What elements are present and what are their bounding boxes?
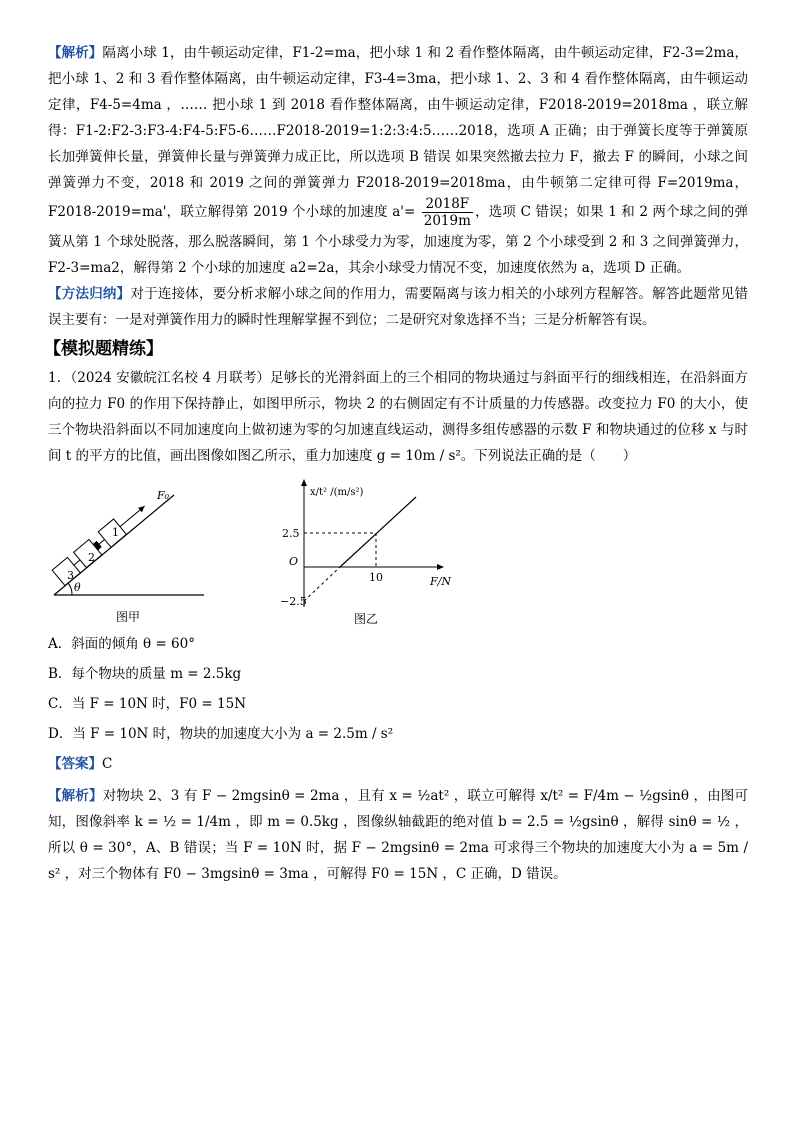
acceleration-fraction [422,196,473,229]
block-2-label: 2 [88,551,95,564]
answer-tag: 【答案】 [48,756,102,772]
angle-label: θ [74,581,81,594]
block-3-label: 3 [67,569,74,582]
figure-caption-1: 图甲 [116,610,141,624]
method-text: 对于连接体，要分析求解小球之间的作用力，需要隔离与该力相关的小球列方程解答。解答此题常见错误主要有：一是对弹簧作用力的瞬时性理解掌握不到位；二是研究对象选择不当；三是分析解答有误。 [48,286,749,328]
analysis-text: 隔离小球 1，由牛顿运动定律，F1-2=ma，把小球 1 和 2 看作整体隔离，由牛顿运动定律，F2-3=2ma，把小球 1、2 和 3 看作整体隔离，由牛顿运动定律，F3-4=3ma，把小球 1、2、3 和 4 看作整体隔离，由牛顿运动定律，F4-5=4ma ，…… 把小球 1 到 2018 看作整体隔离，由牛顿运动定律，F2018-2019=2018ma ，联立解得：F1-2:F2-3:F3-4:F4-5:F5-6……F2018-2019=1:2:3:4:5……2018，选项 A 正确；由于弹簧长度等于弹簧原长加弹簧伸长量，弹簧伸长量与弹簧弹力成正比，所以选项 B 错误 如果突然撤去拉力 F，撤去 F 的瞬间，小球之间弹簧弹力不变，2018 和 2019 之间的弹簧弹力 F2018-2019=2018ma，由牛顿第二定律可得 F=2019ma，F2018-2019=ma'，联立解得第 2019 个小球的加速度 a'= [48,45,748,220]
analysis-text-2: 对物块 2、3 有 F − 2mgsinθ = 2ma ，且有 x = ½at² ，联立可解得 x/t² = F/4m − ½gsinθ ，由图可知，图像斜率 k = ½ = 1/4m ，即 m = 0.5kg ，图像纵轴截距的绝对值 b = 2.5 = ½gsinθ ，解得 sinθ = ½ ，所以 θ = 30°，A、B 错误；当 F = 10N 时，据 F − 2mgsinθ = 2ma 可求得三个物块的加速度大小为 a = 5m / s² ，对三个物体有 F0 − 3mgsinθ = 3ma ，可解得 F0 = 15N ，C 正确，D 错误。 [48,788,748,882]
graph-y-label: x/t² /(m/s²) [310,487,364,498]
option-c: C．当 F = 10N 时，F0 = 15N [48,696,247,712]
options [48,631,748,747]
answer-value: C [102,756,113,772]
analysis-paragraph-1 [48,40,748,281]
force-label: F₀ [157,489,170,502]
question-text: 1．（2024 安徽皖江名校 4 月联考）足够长的光滑斜面上的三个相同的物块通过与斜面平行的细线相连，在沿斜面方向的拉力 F0 的作用下保持静止，如图甲所示，物块 2 的右侧固定有不计质量的力传感器。改变拉力 F0 的大小，使三个物块沿斜面以不同加速度向上做初速为零的匀加速直线运动，测得多组传感器的示数 F 和物块通过的位移 x 与时间 t 的平方的比值，画出图像如图乙所示，重力加速度 g = 10m / s²。下列说法正确的是（ ） [48,370,748,464]
fraction-numerator: 2018F [422,196,473,213]
graph-tick-x: 10 [369,571,383,584]
method-tag: 【方法归纳】 [48,286,131,302]
option-d: D．当 F = 10N 时，物块的加速度大小为 a = 2.5m / s² [48,726,394,742]
graph-tick-y-neg: −2.5 [280,595,307,608]
analysis-paragraph-2 [48,783,748,887]
analysis-tag-2: 【解析】 [48,788,103,804]
analysis-text-continued: ，选项 C 错误；如果 1 和 2 两个球之间的弹簧从第 1 个球处脱落，那么脱落瞬间，第 1 个小球受力为零，加速度为零，第 2 个小球受到 2 和 3 之间弹簧弹力，F2-3=ma2，解得第 2 个小球的加速度 a2=2a，其余小球受力情况不变，加速度依然为 a，选项 D 正确。 [48,204,748,276]
section-title: 【模拟题精练】 [44,339,163,359]
page [44,40,749,887]
option-b: B．每个物块的质量 m = 2.5kg [48,666,242,682]
graph-x-label: F/N [430,575,451,588]
graph-origin: O [289,555,299,568]
analysis-tag: 【解析】 [48,45,103,61]
fraction-denominator: 2019m [423,213,471,229]
method-paragraph [48,281,748,333]
option-a: A．斜面的倾角 θ = 60° [48,636,195,652]
graph-tick-y-pos: 2.5 [282,527,300,540]
block-1-label: 1 [112,526,119,539]
figure-graph [280,467,460,627]
figure-caption-2: 图乙 [354,612,379,626]
figure-incline [48,475,218,625]
figures [48,475,748,625]
answer-line [48,751,748,777]
